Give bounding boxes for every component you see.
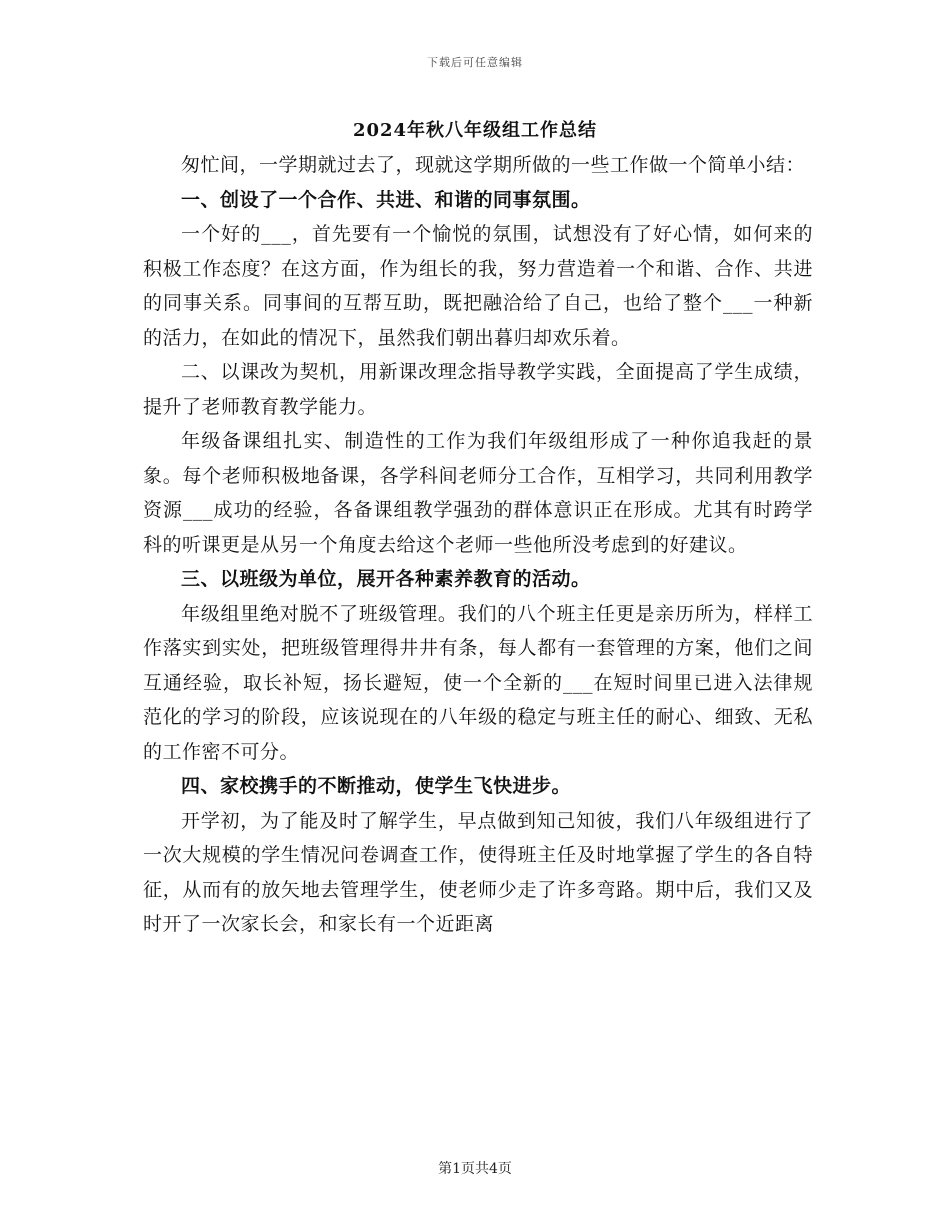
document-body (143, 148, 813, 942)
section-heading-3: 三、以班级为单位，展开各种素养教育的活动。 (181, 568, 591, 590)
section-1-paragraph: 一个好的___，首先要有一个愉悦的氛围，试想没有了好心情，如何来的积极工作态度？在这方面，作为组长的我，努力营造着一个和谐、合作、共进的同事关系。同事间的互帮互助，既把融洽给了自己，也给了整个___一种新的活力，在如此的情况下，虽然我们朝出暮归却欢乐着。 (143, 223, 813, 349)
page-number: 第1页共4页 (438, 1161, 512, 1177)
section-2-heading-paragraph: 二、以课改为契机，用新课改理念指导教学实践，全面提高了学生成绩，提升了老师教育教学能力。 (143, 361, 813, 418)
document-title: 2024年秋八年级组工作总结 (352, 120, 598, 141)
page-header-note: 下载后可任意编辑 (427, 56, 523, 69)
section-4-paragraph: 开学初，为了能及时了解学生，早点做到知己知彼，我们八年级组进行了一次大规模的学生情况问卷调查工作，使得班主任及时地掌握了学生的各自特征，从而有的放矢地去管理学生，使老师少走了许多弯路。期中后，我们又及时开了一次家长会，和家长有一个近距离 (143, 809, 813, 935)
section-heading-4: 四、家校携手的不断推动，使学生飞快进步。 (181, 775, 572, 797)
section-2-paragraph: 年级备课组扎实、制造性的工作为我们年级组形成了一种你追我赶的景象。每个老师积极地备课，各学科间老师分工合作，互相学习，共同利用教学资源___成功的经验，各备课组教学强劲的群体意识正在形成。尤其有时跨学科的听课更是从另一个角度去给这个老师一些他所没考虑到的好建议。 (143, 430, 813, 556)
section-3-paragraph: 年级组里绝对脱不了班级管理。我们的八个班主任更是亲历所为，样样工作落实到实处，把班级管理得井井有条，每人都有一套管理的方案，他们之间互通经验，取长补短，扬长避短，使一个全新的___在短时间里已进入法律规范化的学习的阶段，应该说现在的八年级的稳定与班主任的耐心、细致、无私的工作密不可分。 (143, 602, 813, 763)
section-heading-1: 一、创设了一个合作、共进、和谐的同事氛围。 (181, 188, 591, 211)
intro-paragraph: 匆忙间，一学期就过去了，现就这学期所做的一些工作做一个简单小结： (181, 154, 806, 176)
